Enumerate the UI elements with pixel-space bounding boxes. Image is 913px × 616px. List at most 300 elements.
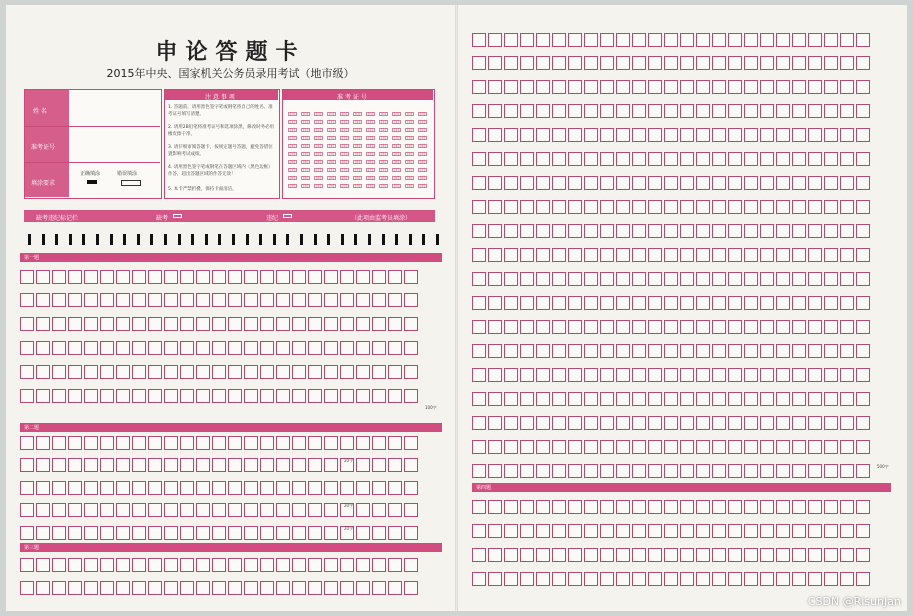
answer-square[interactable]	[244, 481, 258, 495]
answer-square[interactable]	[388, 458, 402, 472]
answer-square[interactable]	[20, 581, 34, 595]
answer-square[interactable]	[776, 128, 790, 142]
answer-square[interactable]	[244, 293, 258, 307]
answer-square[interactable]	[472, 440, 486, 454]
answer-square[interactable]	[760, 572, 774, 586]
answer-square[interactable]	[840, 56, 854, 70]
answer-square[interactable]	[600, 176, 614, 190]
answer-square[interactable]	[632, 128, 646, 142]
answer-square[interactable]	[696, 392, 710, 406]
answer-square[interactable]	[292, 458, 306, 472]
answer-square[interactable]	[536, 80, 550, 94]
answer-square[interactable]	[372, 436, 386, 450]
examno-bubble[interactable]: [2]	[301, 128, 310, 132]
answer-square[interactable]	[212, 458, 226, 472]
answer-square[interactable]	[696, 80, 710, 94]
answer-square[interactable]	[36, 503, 50, 517]
answer-square[interactable]	[776, 33, 790, 47]
examno-bubble[interactable]: [4]	[353, 144, 362, 148]
answer-square[interactable]	[840, 224, 854, 238]
answer-square[interactable]	[536, 152, 550, 166]
examno-bubble[interactable]: [1]	[418, 120, 427, 124]
answer-square[interactable]	[680, 500, 694, 514]
answer-square[interactable]	[632, 104, 646, 118]
answer-square[interactable]	[340, 317, 354, 331]
answer-square[interactable]	[244, 581, 258, 595]
answer-square[interactable]	[504, 56, 518, 70]
answer-square[interactable]	[504, 80, 518, 94]
answer-square[interactable]	[20, 436, 34, 450]
answer-square[interactable]	[212, 436, 226, 450]
answer-square[interactable]	[504, 296, 518, 310]
answer-square[interactable]	[696, 248, 710, 262]
answer-square[interactable]	[260, 317, 274, 331]
answer-square[interactable]	[116, 270, 130, 284]
answer-square[interactable]	[856, 80, 870, 94]
answer-square[interactable]	[552, 104, 566, 118]
answer-square[interactable]	[664, 56, 678, 70]
examno-bubble[interactable]: [6]	[405, 160, 414, 164]
answer-square[interactable]	[616, 524, 630, 538]
answer-square[interactable]	[792, 56, 806, 70]
answer-square[interactable]	[776, 572, 790, 586]
answer-square[interactable]	[68, 341, 82, 355]
answer-square[interactable]	[616, 416, 630, 430]
answer-square[interactable]	[84, 558, 98, 572]
answer-square[interactable]	[824, 176, 838, 190]
answer-square[interactable]	[356, 458, 370, 472]
answer-square[interactable]	[600, 33, 614, 47]
answer-square[interactable]	[824, 248, 838, 262]
answer-square[interactable]	[680, 224, 694, 238]
answer-square[interactable]	[744, 500, 758, 514]
answer-square[interactable]	[824, 272, 838, 286]
examno-bubble[interactable]: [7]	[353, 168, 362, 172]
answer-square[interactable]	[680, 176, 694, 190]
answer-square[interactable]	[744, 248, 758, 262]
answer-square[interactable]	[840, 320, 854, 334]
examno-bubble[interactable]: [0]	[327, 112, 336, 116]
answer-square[interactable]	[244, 526, 258, 540]
answer-square[interactable]	[840, 548, 854, 562]
answer-square[interactable]	[488, 548, 502, 562]
answer-square[interactable]	[228, 503, 242, 517]
answer-square[interactable]	[552, 224, 566, 238]
examno-bubble[interactable]: [8]	[366, 176, 375, 180]
answer-square[interactable]	[36, 481, 50, 495]
answer-square[interactable]	[164, 581, 178, 595]
answer-square[interactable]	[388, 317, 402, 331]
examno-bubble[interactable]: [1]	[340, 120, 349, 124]
answer-square[interactable]	[132, 341, 146, 355]
answer-square[interactable]	[504, 224, 518, 238]
answer-square[interactable]	[520, 33, 534, 47]
answer-square[interactable]	[340, 270, 354, 284]
answer-square[interactable]	[488, 524, 502, 538]
answer-square[interactable]	[472, 548, 486, 562]
answer-square[interactable]	[824, 200, 838, 214]
examno-bubble[interactable]: [0]	[379, 112, 388, 116]
answer-square[interactable]	[132, 436, 146, 450]
answer-square[interactable]	[372, 389, 386, 403]
answer-square[interactable]	[840, 440, 854, 454]
examno-bubble[interactable]: [5]	[418, 152, 427, 156]
answer-square[interactable]	[488, 128, 502, 142]
answer-square[interactable]	[520, 104, 534, 118]
answer-square[interactable]	[196, 481, 210, 495]
answer-square[interactable]	[552, 500, 566, 514]
answer-square[interactable]	[180, 365, 194, 379]
answer-square[interactable]	[132, 389, 146, 403]
answer-square[interactable]	[68, 526, 82, 540]
answer-square[interactable]	[148, 558, 162, 572]
answer-square[interactable]	[664, 392, 678, 406]
answer-square[interactable]	[632, 368, 646, 382]
answer-square[interactable]	[292, 558, 306, 572]
answer-square[interactable]	[520, 548, 534, 562]
answer-square[interactable]	[308, 317, 322, 331]
answer-square[interactable]	[824, 80, 838, 94]
answer-square[interactable]	[856, 440, 870, 454]
examno-bubble[interactable]: [0]	[405, 112, 414, 116]
answer-square[interactable]	[728, 368, 742, 382]
answer-square[interactable]	[308, 458, 322, 472]
answer-square[interactable]	[552, 176, 566, 190]
answer-square[interactable]	[728, 524, 742, 538]
examno-bubble[interactable]: [3]	[379, 136, 388, 140]
examno-bubble[interactable]: [9]	[405, 184, 414, 188]
answer-square[interactable]	[552, 548, 566, 562]
examno-bubble[interactable]: [0]	[314, 112, 323, 116]
answer-square[interactable]	[180, 317, 194, 331]
answer-square[interactable]	[180, 293, 194, 307]
answer-square[interactable]	[568, 500, 582, 514]
examno-bubble[interactable]: [9]	[353, 184, 362, 188]
answer-square[interactable]	[568, 33, 582, 47]
examno-bubble[interactable]: [3]	[353, 136, 362, 140]
answer-square[interactable]	[776, 524, 790, 538]
answer-square[interactable]	[68, 365, 82, 379]
answer-square[interactable]	[616, 464, 630, 478]
answer-square[interactable]	[276, 389, 290, 403]
answer-square[interactable]	[664, 344, 678, 358]
answer-square[interactable]	[472, 524, 486, 538]
answer-square[interactable]	[388, 526, 402, 540]
answer-square[interactable]	[648, 320, 662, 334]
answer-square[interactable]	[744, 464, 758, 478]
answer-square[interactable]	[600, 224, 614, 238]
answer-square[interactable]	[472, 176, 486, 190]
answer-square[interactable]	[648, 272, 662, 286]
answer-square[interactable]	[744, 572, 758, 586]
answer-square[interactable]	[616, 272, 630, 286]
answer-square[interactable]	[712, 248, 726, 262]
answer-square[interactable]	[808, 176, 822, 190]
answer-square[interactable]	[488, 176, 502, 190]
answer-square[interactable]	[664, 524, 678, 538]
answer-square[interactable]	[536, 33, 550, 47]
answer-square[interactable]	[728, 56, 742, 70]
answer-square[interactable]	[244, 458, 258, 472]
answer-square[interactable]	[808, 224, 822, 238]
answer-square[interactable]	[52, 581, 66, 595]
answer-square[interactable]	[616, 224, 630, 238]
answer-square[interactable]	[536, 224, 550, 238]
answer-square[interactable]	[712, 80, 726, 94]
answer-square[interactable]	[648, 80, 662, 94]
examno-bubble[interactable]: [8]	[327, 176, 336, 180]
answer-square[interactable]	[212, 293, 226, 307]
answer-square[interactable]	[276, 526, 290, 540]
answer-square[interactable]	[148, 481, 162, 495]
examno-bubble[interactable]: [5]	[405, 152, 414, 156]
answer-square[interactable]	[472, 416, 486, 430]
answer-square[interactable]	[808, 320, 822, 334]
answer-square[interactable]	[132, 526, 146, 540]
answer-square[interactable]	[760, 80, 774, 94]
answer-square[interactable]	[68, 270, 82, 284]
answer-square[interactable]	[600, 296, 614, 310]
answer-square[interactable]	[680, 152, 694, 166]
examno-bubble[interactable]: [8]	[353, 176, 362, 180]
answer-square[interactable]	[712, 344, 726, 358]
answer-square[interactable]	[180, 458, 194, 472]
answer-square[interactable]	[728, 248, 742, 262]
answer-square[interactable]	[488, 248, 502, 262]
answer-square[interactable]	[808, 392, 822, 406]
answer-square[interactable]	[648, 548, 662, 562]
answer-square[interactable]	[372, 581, 386, 595]
answer-square[interactable]	[68, 436, 82, 450]
answer-square[interactable]	[856, 152, 870, 166]
answer-square[interactable]	[792, 548, 806, 562]
answer-square[interactable]	[372, 558, 386, 572]
answer-square[interactable]	[372, 317, 386, 331]
answer-square[interactable]	[472, 320, 486, 334]
answer-square[interactable]	[568, 176, 582, 190]
answer-square[interactable]	[600, 440, 614, 454]
answer-square[interactable]	[712, 176, 726, 190]
answer-square[interactable]	[616, 200, 630, 214]
answer-square[interactable]	[100, 317, 114, 331]
answer-square[interactable]	[632, 152, 646, 166]
answer-square[interactable]	[568, 56, 582, 70]
examno-bubble[interactable]: [4]	[288, 144, 297, 148]
answer-square[interactable]	[164, 436, 178, 450]
answer-square[interactable]	[840, 464, 854, 478]
answer-square[interactable]	[472, 104, 486, 118]
answer-square[interactable]	[324, 365, 338, 379]
answer-square[interactable]	[292, 481, 306, 495]
answer-square[interactable]	[488, 464, 502, 478]
answer-square[interactable]	[712, 128, 726, 142]
answer-square[interactable]	[472, 224, 486, 238]
answer-square[interactable]	[680, 548, 694, 562]
answer-square[interactable]	[116, 458, 130, 472]
answer-square[interactable]	[584, 368, 598, 382]
answer-square[interactable]	[164, 558, 178, 572]
answer-square[interactable]	[20, 293, 34, 307]
answer-square[interactable]	[776, 548, 790, 562]
answer-square[interactable]	[696, 104, 710, 118]
answer-square[interactable]	[680, 80, 694, 94]
answer-square[interactable]	[760, 464, 774, 478]
answer-square[interactable]	[228, 389, 242, 403]
answer-square[interactable]	[632, 440, 646, 454]
answer-square[interactable]	[616, 500, 630, 514]
answer-square[interactable]	[584, 464, 598, 478]
answer-square[interactable]	[36, 293, 50, 307]
answer-square[interactable]	[744, 296, 758, 310]
answer-square[interactable]	[308, 436, 322, 450]
answer-square[interactable]	[276, 458, 290, 472]
examno-bubble[interactable]: [6]	[340, 160, 349, 164]
answer-square[interactable]	[132, 293, 146, 307]
answer-square[interactable]	[228, 558, 242, 572]
examno-bubble[interactable]: [1]	[379, 120, 388, 124]
answer-square[interactable]	[680, 464, 694, 478]
answer-square[interactable]	[664, 104, 678, 118]
answer-square[interactable]	[776, 392, 790, 406]
answer-square[interactable]	[276, 317, 290, 331]
answer-square[interactable]	[340, 341, 354, 355]
answer-square[interactable]	[568, 80, 582, 94]
answer-square[interactable]	[760, 248, 774, 262]
answer-square[interactable]	[504, 33, 518, 47]
answer-square[interactable]	[116, 558, 130, 572]
answer-square[interactable]	[164, 503, 178, 517]
answer-square[interactable]	[648, 104, 662, 118]
answer-square[interactable]	[856, 176, 870, 190]
answer-square[interactable]	[792, 224, 806, 238]
examno-bubble[interactable]: [2]	[327, 128, 336, 132]
answer-square[interactable]	[840, 272, 854, 286]
answer-square[interactable]	[824, 56, 838, 70]
answer-square[interactable]	[584, 152, 598, 166]
answer-square[interactable]	[600, 56, 614, 70]
answer-square[interactable]	[760, 224, 774, 238]
answer-square[interactable]	[840, 344, 854, 358]
answer-square[interactable]	[180, 436, 194, 450]
answer-square[interactable]	[164, 389, 178, 403]
answer-square[interactable]	[100, 558, 114, 572]
answer-square[interactable]	[20, 341, 34, 355]
examno-bubble[interactable]: [0]	[418, 112, 427, 116]
answer-square[interactable]	[840, 524, 854, 538]
answer-square[interactable]	[712, 464, 726, 478]
answer-square[interactable]	[356, 341, 370, 355]
answer-square[interactable]	[824, 224, 838, 238]
answer-square[interactable]	[728, 392, 742, 406]
answer-square[interactable]	[680, 524, 694, 538]
answer-square[interactable]	[808, 416, 822, 430]
answer-square[interactable]	[792, 33, 806, 47]
answer-square[interactable]	[292, 293, 306, 307]
answer-square[interactable]	[536, 416, 550, 430]
answer-square[interactable]	[504, 464, 518, 478]
answer-square[interactable]	[552, 320, 566, 334]
answer-square[interactable]	[472, 296, 486, 310]
answer-square[interactable]	[648, 152, 662, 166]
answer-square[interactable]	[504, 272, 518, 286]
answer-square[interactable]	[792, 272, 806, 286]
answer-square[interactable]	[632, 296, 646, 310]
answer-square[interactable]	[776, 416, 790, 430]
answer-square[interactable]	[84, 365, 98, 379]
answer-square[interactable]	[792, 440, 806, 454]
answer-square[interactable]	[196, 558, 210, 572]
answer-square[interactable]	[388, 341, 402, 355]
answer-square[interactable]	[20, 503, 34, 517]
answer-square[interactable]	[824, 572, 838, 586]
answer-square[interactable]	[744, 392, 758, 406]
answer-square[interactable]	[648, 200, 662, 214]
answer-square[interactable]	[840, 80, 854, 94]
answer-square[interactable]	[404, 458, 418, 472]
answer-square[interactable]	[180, 341, 194, 355]
answer-square[interactable]	[680, 33, 694, 47]
answer-square[interactable]	[712, 320, 726, 334]
answer-square[interactable]	[536, 128, 550, 142]
answer-square[interactable]	[776, 200, 790, 214]
answer-square[interactable]	[552, 416, 566, 430]
answer-square[interactable]	[728, 104, 742, 118]
answer-square[interactable]	[228, 341, 242, 355]
answer-square[interactable]	[760, 500, 774, 514]
answer-square[interactable]	[148, 293, 162, 307]
answer-square[interactable]	[712, 33, 726, 47]
answer-square[interactable]	[648, 128, 662, 142]
answer-square[interactable]	[520, 524, 534, 538]
answer-square[interactable]	[536, 272, 550, 286]
examno-bubble[interactable]: [5]	[314, 152, 323, 156]
answer-square[interactable]	[648, 344, 662, 358]
answer-square[interactable]	[856, 320, 870, 334]
answer-square[interactable]	[100, 270, 114, 284]
examno-bubble[interactable]: [4]	[366, 144, 375, 148]
answer-square[interactable]	[536, 500, 550, 514]
answer-square[interactable]	[504, 368, 518, 382]
answer-square[interactable]	[472, 344, 486, 358]
answer-square[interactable]	[372, 458, 386, 472]
answer-square[interactable]	[244, 270, 258, 284]
answer-square[interactable]	[808, 128, 822, 142]
answer-square[interactable]	[664, 128, 678, 142]
answer-square[interactable]	[132, 270, 146, 284]
examno-bubble[interactable]: [9]	[392, 184, 401, 188]
answer-square[interactable]	[792, 416, 806, 430]
answer-square[interactable]	[324, 341, 338, 355]
answer-square[interactable]	[840, 128, 854, 142]
answer-square[interactable]	[856, 296, 870, 310]
answer-square[interactable]	[520, 200, 534, 214]
answer-square[interactable]	[180, 581, 194, 595]
answer-square[interactable]	[356, 389, 370, 403]
answer-square[interactable]	[388, 436, 402, 450]
answer-square[interactable]	[728, 548, 742, 562]
answer-square[interactable]	[712, 548, 726, 562]
answer-square[interactable]	[340, 481, 354, 495]
examno-bubble[interactable]: [7]	[392, 168, 401, 172]
answer-square[interactable]	[776, 368, 790, 382]
answer-square[interactable]	[632, 500, 646, 514]
answer-square[interactable]	[840, 200, 854, 214]
answer-square[interactable]	[648, 392, 662, 406]
answer-square[interactable]	[808, 368, 822, 382]
answer-square[interactable]	[116, 389, 130, 403]
answer-square[interactable]	[584, 176, 598, 190]
answer-square[interactable]	[20, 270, 34, 284]
